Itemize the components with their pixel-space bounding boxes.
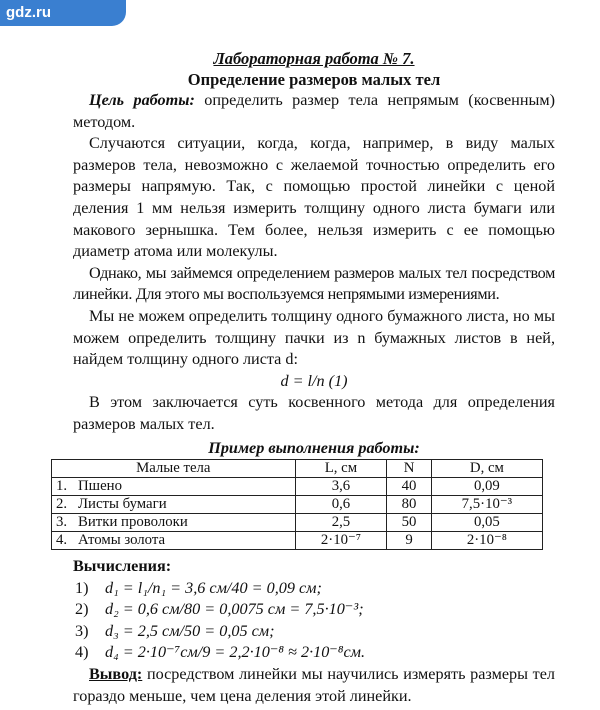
row-name: Пшено — [74, 478, 295, 496]
table-row — [52, 532, 543, 550]
formula: d = l/n (1) — [280, 371, 348, 390]
document-body — [56, 48, 555, 707]
col-header-D: D, см — [431, 460, 542, 478]
row-N: 40 — [387, 478, 431, 496]
row-D: 0,09 — [431, 478, 542, 496]
col-header-L: L, см — [295, 460, 387, 478]
row-number: 4. — [52, 532, 75, 550]
paragraph-3: Мы не можем определить толщину одного бумажного листа, но мы можем определить толщину пачки из n бумажных листов в ней, найдем толщину одного листа d: — [73, 306, 555, 369]
row-L: 2·10⁻⁷ — [295, 532, 387, 550]
row-D: 7,5·10⁻³ — [431, 496, 542, 514]
row-D: 2·10⁻⁸ — [431, 532, 542, 550]
row-number: 2. — [52, 496, 75, 514]
calc-text: d₄ = 2·10⁻⁷см/9 = 2,2·10⁻⁸ ≈ 2·10⁻⁸см. — [105, 643, 366, 662]
table-row — [52, 496, 543, 514]
row-L: 3,6 — [295, 478, 387, 496]
lab-title: Лабораторная работа № 7. — [213, 49, 415, 68]
calc-line — [75, 599, 555, 621]
row-N: 9 — [387, 532, 431, 550]
calc-number: 4) — [75, 643, 89, 662]
goal-text: определить размер тела непрямым (косвенным) методом. — [73, 91, 555, 131]
paragraph-1: Случаются ситуации, когда, когда, например, в виду малых размеров тела, невозможно с желаемой точностью определить его размеры напрямую. Так, с помощью простой линейки с ценой деления 1 мм нельзя измерить толщину одного листа бумаги или макового зернышка. Тем более, нельзя измерить с ее помощью диаметр атома или молекулы. — [73, 134, 555, 261]
row-N: 50 — [387, 514, 431, 532]
row-L: 0,6 — [295, 496, 387, 514]
row-name: Витки проволоки — [74, 514, 295, 532]
goal-label: Цель работы: — [89, 91, 195, 109]
row-number: 3. — [52, 514, 75, 532]
row-name: Листы бумаги — [74, 496, 295, 514]
col-header-bodies: Малые тела — [52, 460, 296, 478]
goal-paragraph — [73, 90, 555, 133]
row-number: 1. — [52, 478, 75, 496]
calc-number: 3) — [75, 621, 89, 640]
row-L: 2,5 — [295, 514, 387, 532]
conclusion-text: посредством линейки мы научились измерять размеры тел гораздо меньше, чем цена деления этой линейки. — [73, 665, 555, 705]
table-row — [52, 514, 543, 532]
calc-text: d₁ = l₁/n₁ = 3,6 см/40 = 0,09 см; — [105, 578, 322, 597]
calculations-title: Вычисления: — [73, 557, 172, 576]
calc-number: 2) — [75, 600, 89, 619]
paragraph-2: Однако, мы займемся определением размеров малых тел посредством линейки. Для этого мы воспользуемся непрямыми измерениями. — [73, 263, 555, 304]
table-caption: Пример выполнения работы: — [208, 438, 420, 457]
table-row — [52, 478, 543, 496]
col-header-N: N — [387, 460, 431, 478]
calc-line — [75, 642, 555, 664]
calc-number: 1) — [75, 578, 89, 597]
calc-text: d₃ = 2,5 см/50 = 0,05 см; — [105, 621, 275, 640]
row-N: 80 — [387, 496, 431, 514]
calc-line — [75, 578, 555, 600]
watermark-logo: gdz.ru — [0, 0, 126, 26]
row-name: Атомы золота — [74, 532, 295, 550]
calc-text: d₂ = 0,6 см/80 = 0,0075 см = 7,5·10⁻³; — [105, 600, 364, 619]
row-D: 0,05 — [431, 514, 542, 532]
table-header-row — [52, 460, 543, 478]
results-table — [51, 459, 543, 550]
lab-subtitle: Определение размеров малых тел — [187, 70, 441, 89]
conclusion-label: Вывод: — [89, 665, 143, 684]
conclusion-paragraph — [73, 664, 555, 707]
paragraph-4: В этом заключается суть косвенного метода для определения размеров малых тел. — [73, 393, 555, 433]
calc-line — [75, 621, 555, 643]
